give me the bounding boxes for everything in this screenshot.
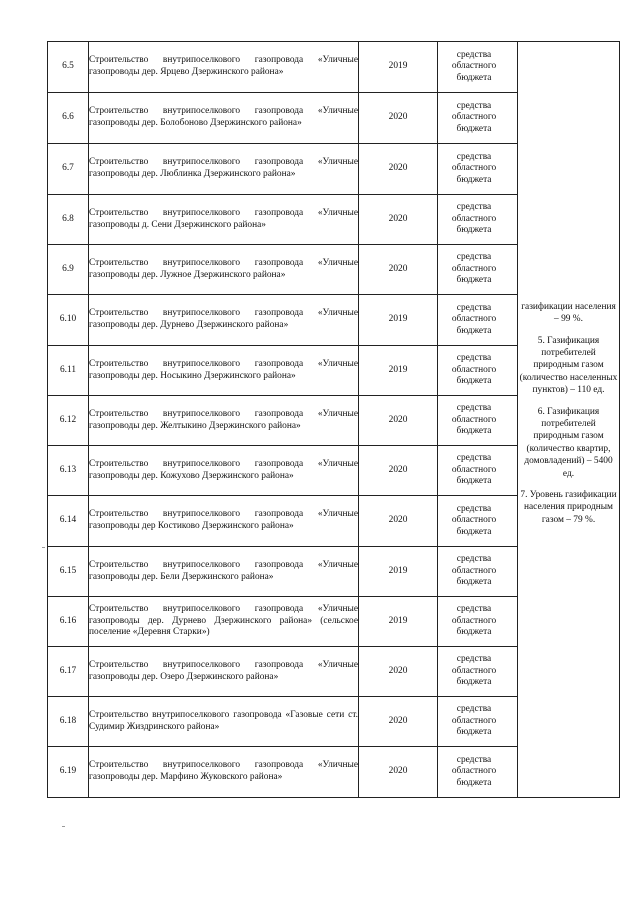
- project-year: 2020: [359, 747, 438, 798]
- scan-mark: [62, 826, 65, 827]
- project-year: 2020: [359, 647, 438, 697]
- funding-source: средства областного бюджета: [451, 403, 497, 437]
- project-year: 2020: [359, 396, 438, 446]
- target-indicators-cell: [518, 42, 620, 798]
- project-name: Строительство внутрипоселкового газопровода «Уличные газопроводы дер. Кожухово Дзержинского района»: [89, 458, 358, 481]
- project-name-cell: [89, 195, 359, 245]
- row-number: 6.7: [48, 144, 89, 195]
- project-name: Строительство внутрипоселкового газопровода «Уличные газопроводы дер. Ярцево Дзержинского района»: [89, 55, 358, 77]
- funding-source: средства областного бюджета: [451, 754, 497, 788]
- project-name-cell: [89, 346, 359, 396]
- project-name-cell: [89, 496, 359, 547]
- funding-source-cell: [438, 496, 518, 547]
- funding-source: средства областного бюджета: [451, 604, 497, 638]
- project-name: Строительство внутрипоселкового газопровода «Уличные газопроводы дер. Дурнево Дзержинского района»: [89, 308, 358, 330]
- project-name-cell: [89, 245, 359, 295]
- project-name-cell: [89, 697, 359, 747]
- project-year: 2020: [359, 697, 438, 747]
- project-name-cell: [89, 295, 359, 346]
- project-name: Строительство внутрипоселкового газопровода «Уличные газопроводы дер. Марфино Жуковского района»: [89, 760, 358, 782]
- project-name: Строительство внутрипоселкового газопровода «Уличные газопроводы дер. Люблинка Дзержинского района»: [89, 157, 358, 179]
- funding-source-cell: [438, 195, 518, 245]
- target-indicator: 5. Газификация потребителей природным газом (количество населенных пунктов) – 110 ед.: [519, 335, 618, 396]
- funding-source-cell: [438, 647, 518, 697]
- project-name-cell: [89, 547, 359, 597]
- project-year: 2020: [359, 93, 438, 144]
- funding-source-cell: [438, 547, 518, 597]
- project-name: Строительство внутрипоселкового газопровода «Уличные газопроводы д. Сени Дзержинского района»: [89, 207, 358, 230]
- project-name: Строительство внутрипоселкового газопровода «Уличные газопроводы дер. Болобоново Дзержинского района»: [89, 106, 358, 128]
- project-name: Строительство внутрипоселкового газопровода «Уличные газопроводы дер. Носыкино Дзержинского района»: [89, 358, 358, 381]
- row-number: 6.10: [48, 295, 89, 346]
- funding-source: средства областного бюджета: [451, 151, 497, 185]
- target-indicator: 6. Газификация потребителей природным газом (количество квартир, домовладений) – 5400 ед.: [524, 406, 613, 479]
- row-number: 6.17: [48, 647, 89, 697]
- funding-source: средства областного бюджета: [451, 100, 497, 134]
- funding-source: средства областного бюджета: [451, 453, 497, 487]
- project-name-cell: [89, 93, 359, 144]
- target-indicator: 7. Уровень газификации населения природным газом – 79 %.: [520, 490, 617, 525]
- project-name-cell: [89, 747, 359, 798]
- table-row: [48, 42, 620, 93]
- funding-source-cell: [438, 144, 518, 195]
- project-name-cell: [89, 144, 359, 195]
- row-number: 6.14: [48, 496, 89, 547]
- funding-source-cell: [438, 346, 518, 396]
- project-name-cell: [89, 446, 359, 496]
- row-number: 6.15: [48, 547, 89, 597]
- table-body: [48, 42, 620, 798]
- funding-source-cell: [438, 697, 518, 747]
- project-name: Строительство внутрипоселкового газопровода «Уличные газопроводы дер. Озеро Дзержинского района»: [89, 659, 358, 682]
- funding-source: средства областного бюджета: [451, 252, 497, 286]
- project-year: 2019: [359, 597, 438, 647]
- row-number: 6.9: [48, 245, 89, 295]
- funding-source-cell: [438, 747, 518, 798]
- funding-source-cell: [438, 245, 518, 295]
- funding-source: средства областного бюджета: [451, 49, 497, 83]
- project-year: 2019: [359, 42, 438, 93]
- project-name-cell: [89, 597, 359, 647]
- funding-source-cell: [438, 295, 518, 346]
- row-number: 6.18: [48, 697, 89, 747]
- funding-source-cell: [438, 93, 518, 144]
- funding-source-cell: [438, 396, 518, 446]
- funding-source: средства областного бюджета: [451, 353, 497, 387]
- project-name: Строительство внутрипоселкового газопровода «Газовые сети ст. Судимир Жиздринского района»: [89, 709, 358, 732]
- program-table: [47, 41, 620, 798]
- project-name: Строительство внутрипоселкового газопровода «Уличные газопроводы дер Костиково Дзержинского района»: [89, 509, 358, 531]
- project-name: Строительство внутрипоселкового газопровода «Уличные газопроводы дер. Дурнево Дзержинского района» (сельское поселение «Деревня Старки»): [89, 604, 358, 638]
- project-name-cell: [89, 42, 359, 93]
- project-year: 2020: [359, 446, 438, 496]
- target-indicator: газификации населения – 99 %.: [521, 301, 616, 325]
- funding-source: средства областного бюджета: [451, 554, 497, 588]
- funding-source-cell: [438, 597, 518, 647]
- row-number: 6.6: [48, 93, 89, 144]
- funding-source: средства областного бюджета: [451, 503, 497, 537]
- row-number: 6.13: [48, 446, 89, 496]
- row-number: 6.5: [48, 42, 89, 93]
- project-year: 2019: [359, 547, 438, 597]
- project-year: 2019: [359, 346, 438, 396]
- row-number: 6.12: [48, 396, 89, 446]
- project-year: 2020: [359, 245, 438, 295]
- funding-source-cell: [438, 42, 518, 93]
- project-name: Строительство внутрипоселкового газопровода «Уличные газопроводы дер. Лужное Дзержинского района»: [89, 257, 358, 280]
- project-name-cell: [89, 647, 359, 697]
- row-number: 6.8: [48, 195, 89, 245]
- scan-mark: [42, 547, 45, 548]
- project-name: Строительство внутрипоселкового газопровода «Уличные газопроводы дер. Бели Дзержинского района»: [89, 559, 358, 582]
- funding-source: средства областного бюджета: [451, 654, 497, 688]
- project-name: Строительство внутрипоселкового газопровода «Уличные газопроводы дер. Желтыкино Дзержинского района»: [89, 408, 358, 431]
- project-name-cell: [89, 396, 359, 446]
- row-number: 6.19: [48, 747, 89, 798]
- funding-source: средства областного бюджета: [451, 704, 497, 738]
- funding-source: средства областного бюджета: [451, 302, 497, 336]
- funding-source: средства областного бюджета: [451, 202, 497, 236]
- funding-source-cell: [438, 446, 518, 496]
- row-number: 6.16: [48, 597, 89, 647]
- project-year: 2020: [359, 496, 438, 547]
- row-number: 6.11: [48, 346, 89, 396]
- project-year: 2020: [359, 195, 438, 245]
- project-year: 2019: [359, 295, 438, 346]
- project-year: 2020: [359, 144, 438, 195]
